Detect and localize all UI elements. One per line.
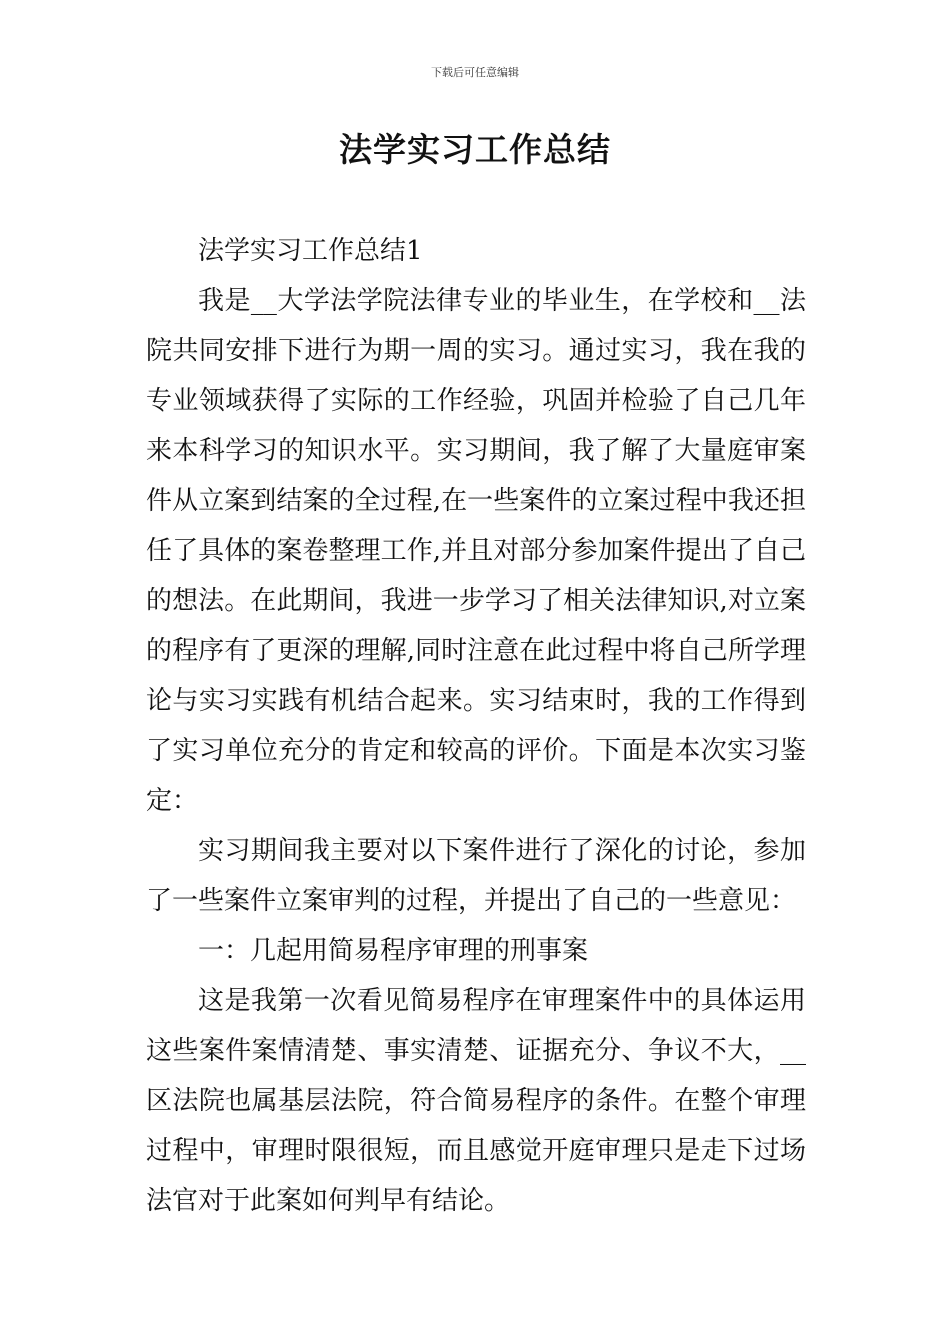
page-header-note: 下载后可任意编辑 [431, 66, 519, 79]
body-paragraph: 我是__大学法学院法律专业的毕业生，在学校和__法院共同安排下进行为期一周的实习。通过实习，我在我的专业领域获得了实际的工作经验，巩固并检验了自己几年来本科学习的知识水平。实习期间，我了解了大量庭审案件从立案到结案的全过程,在一些案件的立案过程中我还担任了具体的案卷整理工作,并且对部分参加案件提出了自己的想法。在此期间，我进一步学习了相关法律知识,对立案的程序有了更深的理解,同时注意在此过程中将自己所学理论与实习实践有机结合起来。实习结束时，我的工作得到了实习单位充分的肯定和较高的评价。下面是本次实习鉴定： [146, 286, 806, 816]
document-title: 法学实习工作总结 [339, 130, 611, 169]
body-paragraph: 实习期间我主要对以下案件进行了深化的讨论，参加了一些案件立案审判的过程，并提出了自己的一些意见： [146, 836, 806, 916]
body-paragraph: 这是我第一次看见简易程序在审理案件中的具体运用这些案件案情清楚、事实清楚、证据充分、争议不大，__区法院也属基层法院，符合简易程序的条件。在整个审理过程中，审理时限很短，而且感觉开庭审理只是走下过场法官对于此案如何判早有结论。 [146, 986, 806, 1216]
document-body [146, 226, 806, 1226]
subsection-heading: 一：几起用简易程序审理的刑事案 [198, 936, 589, 966]
section-heading: 法学实习工作总结1 [198, 236, 423, 266]
